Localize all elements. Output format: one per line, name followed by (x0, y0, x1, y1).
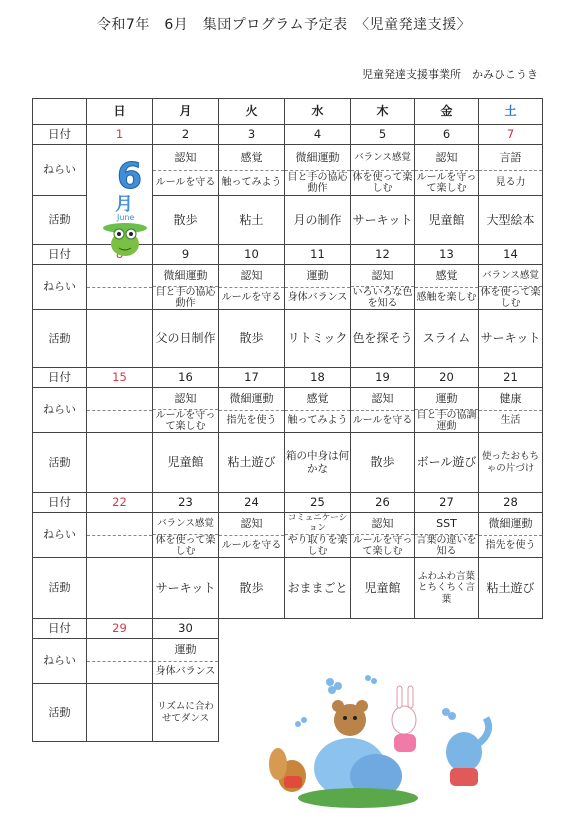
weekday-header: 水 (285, 99, 351, 125)
aim-primary: SST (415, 513, 478, 535)
aim-cell (153, 265, 219, 310)
date-cell: 22 (87, 493, 153, 513)
activity-cell: 児童館 (415, 196, 479, 245)
aim-primary: 認知 (219, 265, 284, 288)
activity-cell (87, 310, 153, 368)
aim-row (33, 513, 543, 558)
aim-cell (415, 265, 479, 310)
date-label: 日付 (33, 619, 87, 639)
animals-hydrangea-illustration (258, 672, 498, 812)
activity-cell: 散歩 (351, 433, 415, 493)
activity-row (33, 433, 543, 493)
date-cell: 3 (219, 125, 285, 145)
date-cell: 25 (285, 493, 351, 513)
aim-primary: 感覚 (415, 265, 478, 288)
activity-label: 活動 (33, 558, 87, 619)
aim-primary: 運動 (153, 639, 218, 662)
date-cell: 15 (87, 368, 153, 388)
aim-detail: 体を使って楽しむ (352, 171, 413, 194)
june-kanji: 月 (115, 194, 133, 215)
aim-cell (415, 388, 479, 433)
aim-cell (219, 145, 285, 196)
date-cell: 5 (351, 125, 415, 145)
date-cell: 30 (153, 619, 219, 639)
weekday-header: 金 (415, 99, 479, 125)
date-cell: 19 (351, 368, 415, 388)
aim-primary: コミュニケーション (285, 513, 350, 535)
aim-detail: ルールを守る (221, 540, 282, 552)
aim-primary: バランス感覚 (351, 145, 414, 171)
date-cell: 21 (479, 368, 543, 388)
aim-row (33, 388, 543, 433)
weekday-header: 月 (153, 99, 219, 125)
aim-detail: 体を使って楽しむ (155, 535, 216, 557)
aim-cell (87, 513, 153, 558)
aim-detail: ルールを守って楽しむ (416, 171, 477, 194)
date-cell: 20 (415, 368, 479, 388)
june-english: June (117, 213, 135, 222)
aim-primary: 認知 (351, 388, 414, 411)
aim-primary: 微細運動 (479, 513, 542, 536)
aim-cell (153, 513, 219, 558)
date-cell: 27 (415, 493, 479, 513)
date-cell: 4 (285, 125, 351, 145)
activity-cell: 父の日制作 (153, 310, 219, 368)
aim-primary: 運動 (415, 388, 478, 410)
aim-cell (479, 513, 543, 558)
aim-primary: 運動 (285, 265, 350, 288)
activity-label: 活動 (33, 433, 87, 493)
date-cell: 24 (219, 493, 285, 513)
activity-cell: 粘土遊び (479, 558, 543, 619)
aim-cell (153, 388, 219, 433)
date-label: 日付 (33, 245, 87, 265)
header-corner (33, 99, 87, 125)
date-row (33, 619, 543, 639)
date-cell: 29 (87, 619, 153, 639)
aim-primary: バランス感覚 (479, 265, 542, 287)
aim-cell (219, 265, 285, 310)
aim-cell (87, 639, 153, 684)
aim-cell (479, 145, 543, 196)
aim-primary: 健康 (479, 388, 542, 411)
weekday-header: 日 (87, 99, 153, 125)
date-cell: 7 (479, 125, 543, 145)
date-cell: 18 (285, 368, 351, 388)
date-cell: 23 (153, 493, 219, 513)
aim-detail: 目と手の協応動作 (287, 171, 348, 194)
weekday-header: 土 (479, 99, 543, 125)
aim-primary: バランス感覚 (153, 513, 218, 535)
aim-cell (351, 513, 415, 558)
activity-label: 活動 (33, 684, 87, 742)
aim-detail: 触ってみよう (287, 415, 348, 427)
activity-cell: 散歩 (219, 558, 285, 619)
activity-label: 活動 (33, 196, 87, 245)
aim-cell (153, 145, 219, 196)
aim-cell (479, 265, 543, 310)
aim-detail: 感触を楽しむ (416, 292, 477, 304)
aim-label: ねらい (33, 388, 87, 433)
activity-cell: スライム (415, 310, 479, 368)
aim-detail: 目と手の協応動作 (155, 287, 216, 309)
date-row (33, 493, 543, 513)
date-cell: 2 (153, 125, 219, 145)
activity-label: 活動 (33, 310, 87, 368)
aim-primary: 認知 (153, 145, 218, 171)
activity-row (33, 310, 543, 368)
june-frog-illustration (95, 148, 155, 260)
aim-row (33, 265, 543, 310)
activity-cell: 児童館 (351, 558, 415, 619)
aim-detail: ルールを守って楽しむ (352, 535, 413, 557)
aim-cell (415, 513, 479, 558)
aim-detail: ルールを守って楽しむ (155, 410, 216, 432)
aim-detail: いろいろな色を知る (352, 287, 413, 309)
aim-label: ねらい (33, 265, 87, 310)
aim-primary: 認知 (351, 265, 414, 287)
aim-cell (479, 388, 543, 433)
activity-cell: ボール遊び (415, 433, 479, 493)
activity-cell: ふわふわ言葉とちくちく言葉 (415, 558, 479, 619)
activity-cell: 粘土遊び (219, 433, 285, 493)
aim-cell (87, 388, 153, 433)
aim-primary: 言語 (479, 145, 542, 171)
date-cell: 17 (219, 368, 285, 388)
aim-detail: 言葉の違いを知る (416, 535, 477, 557)
aim-primary: 微細運動 (285, 145, 350, 171)
date-cell: 9 (153, 245, 219, 265)
activity-cell: サーキット (351, 196, 415, 245)
aim-cell (351, 265, 415, 310)
activity-cell: サーキット (153, 558, 219, 619)
date-cell: 1 (87, 125, 153, 145)
activity-cell (87, 684, 153, 742)
activity-cell (87, 433, 153, 493)
activity-cell: おままごと (285, 558, 351, 619)
aim-detail: 見る力 (495, 176, 526, 188)
date-cell: 10 (219, 245, 285, 265)
activity-cell: 粘土 (219, 196, 285, 245)
aim-detail: 体を使って楽しむ (480, 287, 541, 309)
aim-cell (219, 513, 285, 558)
date-cell: 6 (415, 125, 479, 145)
activity-cell: 箱の中身は何かな (285, 433, 351, 493)
date-label: 日付 (33, 368, 87, 388)
activity-cell: リトミック (285, 310, 351, 368)
activity-cell: 散歩 (153, 196, 219, 245)
aim-primary: 認知 (415, 145, 478, 171)
aim-cell (153, 639, 219, 684)
date-cell: 14 (479, 245, 543, 265)
aim-primary: 感覚 (285, 388, 350, 411)
aim-cell (87, 265, 153, 310)
date-cell (219, 619, 543, 639)
aim-cell (351, 145, 415, 196)
aim-detail: 目と手の協調運動 (416, 410, 477, 432)
aim-detail: 身体バランス (287, 292, 348, 304)
aim-cell (219, 388, 285, 433)
aim-detail: 生活 (500, 415, 521, 427)
activity-cell: 月の制作 (285, 196, 351, 245)
activity-cell: 児童館 (153, 433, 219, 493)
organization-name: 児童発達支援事業所 かみひこうき (362, 68, 538, 81)
aim-primary: 微細運動 (153, 265, 218, 287)
aim-detail: ルールを守る (221, 292, 282, 304)
aim-primary: 認知 (219, 513, 284, 536)
activity-cell: リズムに合わせてダンス (153, 684, 219, 742)
weekday-header: 木 (351, 99, 415, 125)
aim-detail: やり取りを楽しむ (287, 535, 348, 557)
activity-cell: 使ったおもちゃの片づけ (479, 433, 543, 493)
page-title: 令和7年 6月 集団プログラム予定表 〈児童発達支援〉 (96, 17, 472, 33)
aim-cell (285, 145, 351, 196)
aim-detail: ルールを守る (352, 415, 413, 427)
activity-cell: 色を探そう (351, 310, 415, 368)
date-cell: 11 (285, 245, 351, 265)
aim-primary: 認知 (351, 513, 414, 535)
aim-primary: 微細運動 (219, 388, 284, 411)
activity-cell (87, 558, 153, 619)
date-cell: 16 (153, 368, 219, 388)
aim-cell (285, 265, 351, 310)
aim-cell (285, 513, 351, 558)
activity-row (33, 558, 543, 619)
weekday-header: 火 (219, 99, 285, 125)
date-cell: 28 (479, 493, 543, 513)
aim-primary: 感覚 (219, 145, 284, 171)
aim-detail: 指先を使う (485, 540, 536, 552)
aim-cell (351, 388, 415, 433)
date-cell: 26 (351, 493, 415, 513)
activity-cell: サーキット (479, 310, 543, 368)
date-cell: 13 (415, 245, 479, 265)
aim-label: ねらい (33, 639, 87, 684)
aim-detail: ルールを守る (155, 176, 216, 188)
june-number: 6 (117, 156, 143, 197)
aim-cell (285, 388, 351, 433)
aim-detail: 触ってみよう (221, 176, 282, 188)
aim-detail: 指先を使う (226, 415, 277, 427)
date-label: 日付 (33, 125, 87, 145)
aim-cell (415, 145, 479, 196)
aim-primary: 認知 (153, 388, 218, 410)
aim-label: ねらい (33, 513, 87, 558)
date-label: 日付 (33, 493, 87, 513)
activity-cell: 散歩 (219, 310, 285, 368)
activity-cell: 大型絵本 (479, 196, 543, 245)
weekday-header-row (33, 99, 543, 125)
date-row (33, 368, 543, 388)
aim-label: ねらい (33, 145, 87, 196)
date-cell: 12 (351, 245, 415, 265)
date-row (33, 125, 543, 145)
aim-detail: 身体バランス (155, 666, 216, 678)
